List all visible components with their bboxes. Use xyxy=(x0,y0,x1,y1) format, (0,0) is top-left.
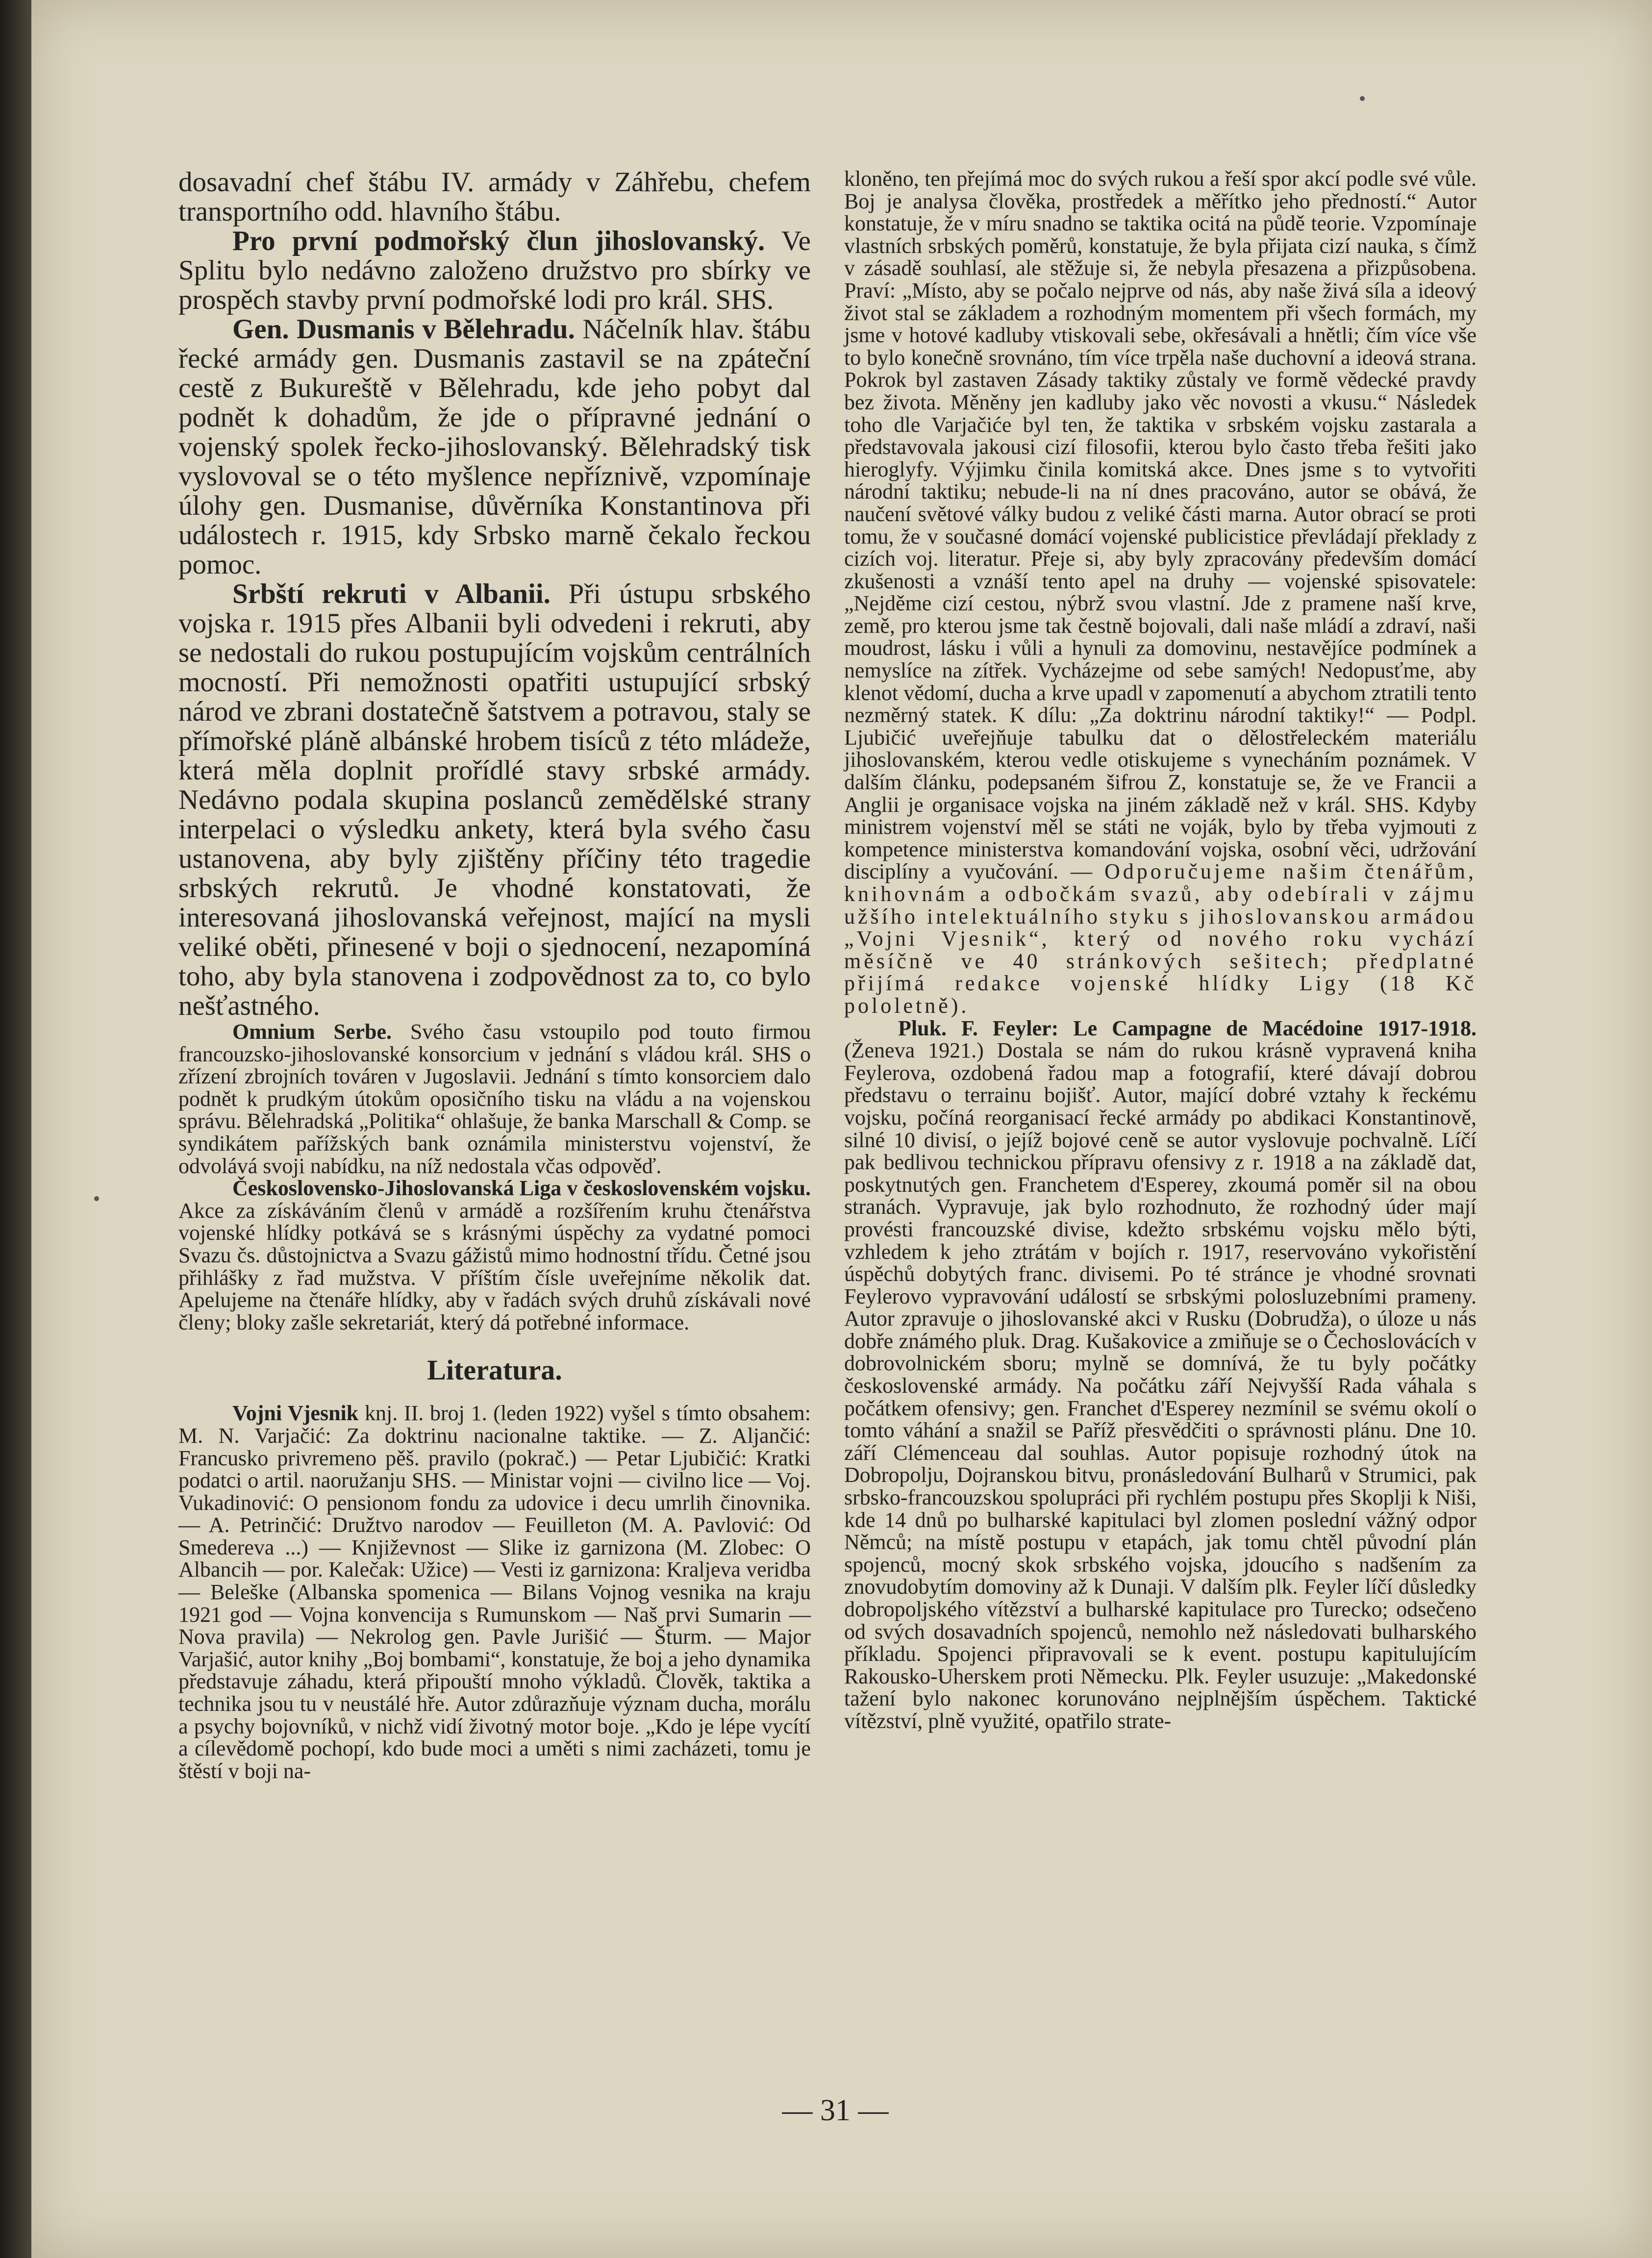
intro-paragraph: dosavadní chef štábu IV. armády v Záhřebu, chefem transportního odd. hlavního štábu. xyxy=(178,167,811,227)
review-continuation xyxy=(844,168,1477,1017)
page-number: — 31 — xyxy=(782,2094,889,2127)
article-dusmanis-title: Gen. Dusmanis v Bělehradu. xyxy=(232,314,575,345)
review-feyler xyxy=(844,1017,1477,1732)
article-recruits-text: Při ústupu srbského vojska r. 1915 přes Albanii byli odvedeni i rekruti, aby se nedostali do rukou postupujícím vojskům centrálních mocností. Při nemožnosti opatřiti ustupující srbský národ ve zbrani dostatečně šatstvem a potravou, staly se přímořské pláně albánské hrobem tisíců z této mládeže, která měla doplnit prořídlé stavy srbské armády. Nedávno podala skupina poslanců zemědělské strany interpelaci o výsledku ankety, která byla svého času ustanovena, aby byly zjištěny příčiny této tragedie srbských rekrutů. Je vhodné konstatovati, že interesovaná jihoslovanská veřejnost, mající na mysli veliké oběti, přinesené v boji o sjednocení, nezapomíná toho, aby byla stanovena i zodpovědnost za to, co bylo nešťastného. xyxy=(178,578,811,1021)
article-omnium-title: Omnium Serbe. xyxy=(232,1020,392,1044)
page xyxy=(31,0,1652,2258)
article-omnium-text: Svého času vstoupilo pod touto firmou francouzsko-jihoslovanské konsorcium v jednání s vládou král. SHS o zřízení zbrojních továren v Jugoslavii. Jednání s tímto konsorciem dalo podnět k prudkým útokům oposičního tisku na vládu a na vojenskou správu. Bělehradská „Politika“ ohlašuje, že banka Marschall & Comp. se syndikátem pařížských bank oznámila ministerstvu vojenství, že odvolává svoji nabídku, na níž nedostala včas odpověď. xyxy=(178,1020,811,1178)
book-spine xyxy=(0,0,31,2258)
article-liga-title: Československo-Jihoslovanská Liga v československém vojsku. xyxy=(232,1176,811,1201)
paper-speck xyxy=(94,1196,99,1201)
article-dusmanis-text: Náčelník hlav. štábu řecké armády gen. Dusmanis zastavil se na zpáteční cestě z Bukureště v Bělehradu, kde jeho pobyt dal podnět k dohadům, že jde o přípravné jednání o vojenský spolek řecko-jihoslovanský. Bělehradský tisk vyslovoval se o této myšlence nepříznivě, vzpomínaje úlohy gen. Dusmanise, důvěrníka Konstantinova při událostech r. 1915, kdy Srbsko marně čekalo řeckou pomoc. xyxy=(178,314,811,580)
article-recruits xyxy=(178,579,811,1021)
review-k-dilu: K dílu: „Za doktrinu národní taktiky!“ — Podpl. Ljubičić uveřejňuje tabulku dat o dělostřeleckém materiálu jihoslovanském, kterou vedle otiskujeme s vynecháním poznámek. V dalším článku, podepsaném šifrou Z, konstatuje se, že ve Francii a Anglii je organisace vojska na jiném základě než v král. SHS. Kdyby ministrem vojenství měl se státi ne voják, bylo by třeba vyjmouti z kompetence ministerstva komandování vojska, osobní věci, udržování disciplíny a vyučování. — xyxy=(844,703,1477,884)
article-dusmanis xyxy=(178,315,811,579)
article-submarine-title: Pro první podmořský člun jihoslovanský. xyxy=(232,226,765,256)
review-continuation-text: kloněno, ten přejímá moc do svých rukou a řeší spor akcí podle své vůle. Boj je analysa člověka, prostředek a měřítko jeho předností.“ Autor konstatuje, že v míru snadno se taktika ocitá na půdě teorie. Vzpomínaje vlastních srbských poměrů, konstatuje, že byla přijata cizí nauka, s čímž v zásadě souhlasí, ale stěžuje si, že nebyla přesazena a přizpůsobena. Praví: „Místo, aby se počalo nejprve od nás, aby naše živá síla a ideový život stal se základem a rozhodným momentem při všech formách, my jsme v hotové kadluby vtiskovali sebe, okřesávali a hnětli; čím více vše to bylo konečně srovnáno, tím více trpěla naše duchovní a ideová strana. Pokrok byl zastaven Zásady taktiky zůstaly ve formě vědecké pravdy bez života. Měněny jen kadluby jako věc novosti a vkusu.“ Následek toho dle Varjačiće byl ten, že taktika v srbském vojsku zastarala a představovala jakousi cizí filosofii, kterou bylo často třeba řešiti jako hieroglyfy. Výjimku činila komitská akce. Dnes jsme s to vytvořiti národní taktiku; nebude-li na ní dnes pracováno, autor se obává, že naučení světové války budou z veliké části marna. Autor obrací se proti tomu, že v současné domácí vojenské publicistice převládají překlady z cizích voj. literatur. Přeje si, aby byly zpracovány především domácí zkušenosti a vznáší tento apel na druhy — vojenské spisovatele: „Nejděme cizí cestou, nýbrž svou vlastní. Jde z pramene naší krve, země, pro kterou jsme tak čestně bojovali, dali naše mládí a zdraví, naši moudrost, lásku i vůli a hynuli za domovinu, nestavějíce podmínek a nemyslíce na zítřek. Vycházejme od sebe samých! Nedopusťme, aby klenot vědomí, ducha a krve upadl v zapomenutí a abychom ztratili tento nezměrný statek. xyxy=(844,167,1477,728)
article-recruits-title: Srbští rekruti v Albanii. xyxy=(232,578,551,609)
review-feyler-title: Pluk. F. Feyler: Le Campagne de Macédoine 1917-1918. xyxy=(898,1016,1477,1040)
article-omnium xyxy=(178,1021,811,1177)
article-liga-text: Akce za získáváním členů v armádě a rozšířením kruhu čtenářstva vojenské hlídky potkává se s krásnými úspěchy za vydatné pomoci Svazu čs. důstojnictva a Svazu gážistů mimo hodnostní třídu. Četné jsou přihlášky z řad mužstva. V příštím čísle uveřejníme několik dat. Apelujeme na čtenáře hlídky, aby v řadách svých druhů získávali nové členy; bloky zašle sekretariát, který dá potřebné informace. xyxy=(178,1198,811,1334)
review-vojni-vjesnik xyxy=(178,1402,811,1782)
right-column xyxy=(844,168,1477,1732)
article-liga xyxy=(178,1177,811,1333)
recommendation-spaced: Odporučujeme našim čtenářům, knihovnám a odbočkám svazů, aby odebírali v zájmu užšího intelektuálního styku s jihoslovanskou armádou „Vojni Vjesnik“, který od nového roku vychází měsíčně ve 40 stránkových sešitech; předplatné přijímá redakce vojenské hlídky Ligy (18 Kč pololetně). xyxy=(844,859,1477,1018)
left-column xyxy=(178,168,811,1782)
article-submarine-text: Ve Splitu bylo nedávno založeno družstvo pro sbírky ve prospěch stavby první podmořské lodi pro král. SHS. xyxy=(178,226,811,315)
review-vojni-vjesnik-text: knj. II. broj 1. (leden 1922) vyšel s tímto obsahem: M. N. Varjačić: Za doktrinu nacionalne taktike. — Z. Aljančić: Francusko privremeno pěš. pravilo (pokrač.) — Petar Ljubičić: Kratki podatci o artil. naoružanju SHS. — Ministar vojni — civilno lice — Voj. Vukadinović: O pensionom fondu za udovice i decu umrlih činovnika. — A. Petrinčić: Družtvo narodov — Feuilleton (M. A. Pavlović: Od Smedereva ...) — Književnost — Slike iz garnizona (M. Zlobec: O Albancih — por. Kalečak: Užice) — Vesti iz garnizona: Kraljeva veridba — Beleške (Albanska spomenica — Bilans Vojnog vesnika na kraju 1921 god — Vojna konvencija s Rumunskom — Naš prvi Sumarin — Nova pravila) — Nekrolog gen. Pavle Jurišić — Šturm. — Major Varjašić, autor knihy „Boj bombami“, konstatuje, že boj a jeho dynamika představuje záhadu, která připouští mnoho výkladů. Člověk, taktika a technika jsou tu v neustálé hře. Autor zdůrazňuje význam ducha, morálu a psychy bojovníků, v nichž vidí životný motor boje. „Kdo je lépe vycítí a cílevědomě pochopí, kdo bude moci a uměti s nimi zacházeti, tomu je štěstí v boji na- xyxy=(178,1401,811,1783)
review-feyler-text: (Ženeva 1921.) Dostala se nám do rukou krásně vypravená kniha Feylerova, ozdobená řadou map a fotografií, které dávají dobrou představu o terrainu bojišť. Autor, mající dobré vztahy k řeckému vojsku, počíná reorganisací řecké armády po abdikaci Konstantinově, silné 10 divisí, o jejíž bojové ceně se autor vyslovuje pochvalně. Líčí pak bedlivou technickou přípravu ofensivy z r. 1918 a na základě dat, poskytnutých gen. Franchetem d'Esperey, zkoumá poměr sil na obou stranách. Vypravuje, jak bylo rozhodnuto, že rozhodný úder mají provésti francouzské divise, kdežto srbskému vojsku mělo býti, vzhledem k jeho ztrátám v bojích r. 1917, reservováno vykořistění úspěchů dobytých franc. divisemi. Po té stránce je vhodné srovnati Feylerovo vypravování událostí se srbskými polosluzebními prameny. Autor zpravuje o jihoslovanské akci v Rusku (Dobrudža), o úloze u nás dobře známého pluk. Drag. Kušakovice a zmiňuje se o Čechoslovácích v dobrovolnickém sboru; mylně se domnívá, že tu byly počátky československé armády. Na počátku září Nejvyšší Rada váhala s počátkem ofensivy; gen. Franchet d'Esperey nezmínil se svému okolí o tomto váhání a snažil se Paříž přesvědčiti o správnosti plánu. Dne 10. září Clémenceau dal souhlas. Autor popisuje rozhodný útok na Dobropolju, Dojranskou bitvu, pronásledování Bulharů v Strumici, pak srbsko-francouzskou spolupráci při rychlém postupu přes Skoplji k Niši, kde 14 dnů po bulharské kapitulaci byl zlomen poslední vážný odpor Němců; na místě postupu v etapách, jak tomu chtěl původní plán spojenců, mocný skok srbského vojska, jdoucího s nadšením za znovudobytím domoviny až k Dunaji. V dalším plk. Feyler líčí důsledky dobropoljského vítězství a bulharské kapitulace pro Turecko; odsečeno od svých dosavadních spojenců, nemohlo než následovati bulharského příkladu. Spojenci připravovali se k event. postupu kapitulujícím Rakousko-Uherskem proti Německu. Plk. Feyler usuzuje: „Makedonské tažení bylo nakonec korunováno nejplnějším úspěchem. Taktické vítězství, plně využité, opatřilo strate- xyxy=(844,1038,1477,1733)
literature-heading: Literatura. xyxy=(427,1354,562,1386)
review-vojni-vjesnik-title: Vojni Vjesnik xyxy=(232,1401,359,1426)
paper-speck xyxy=(1360,96,1365,101)
article-submarine xyxy=(178,226,811,315)
